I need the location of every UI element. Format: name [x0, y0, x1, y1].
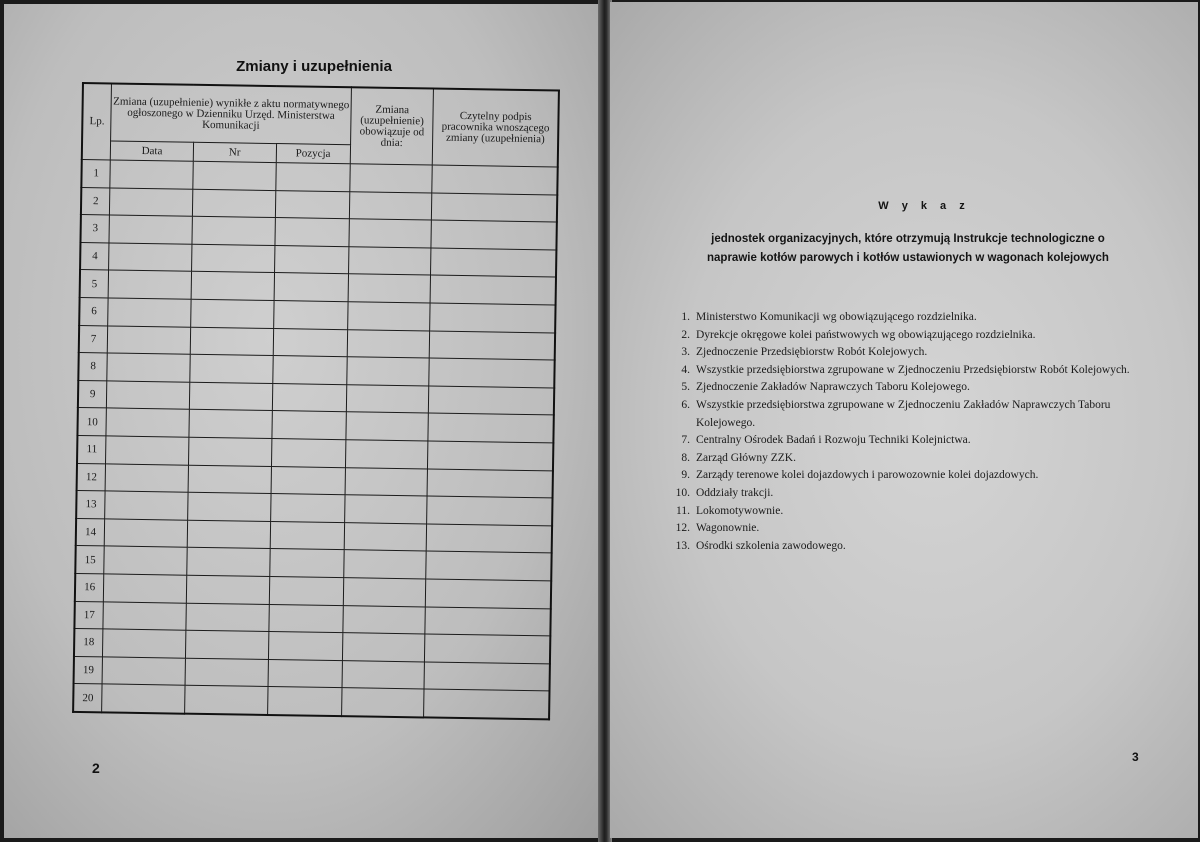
list-item	[646, 362, 1166, 380]
empty-cell	[269, 576, 344, 605]
empty-cell	[424, 662, 549, 692]
list-item-number: 1.	[681, 311, 690, 323]
list-item-text: Lokomotywownie.	[696, 504, 784, 517]
row-number: 9	[78, 380, 107, 408]
row-number: 20	[73, 684, 102, 713]
empty-cell	[272, 356, 347, 385]
list-item-text: Wszystkie przedsiębiorstwa zgrupowane w Zjednoczeniu Przedsiębiorstw Robót Kolejowych.	[696, 363, 1130, 376]
header-lp: Lp.	[82, 83, 112, 160]
empty-cell	[427, 496, 552, 526]
row-number: 5	[80, 270, 109, 298]
row-number: 19	[74, 656, 103, 684]
row-number: 3	[80, 215, 109, 243]
empty-cell	[104, 574, 187, 603]
empty-cell	[430, 303, 555, 333]
empty-cell	[188, 437, 271, 466]
page-title: Zmiany i uzupełnienia	[236, 58, 392, 75]
empty-cell	[349, 191, 432, 220]
header-effective-from: Zmiana (uzupełnienie) obowiązuje od dnia:	[350, 87, 434, 165]
empty-cell	[191, 299, 274, 328]
empty-cell	[268, 632, 343, 661]
empty-cell	[274, 245, 349, 274]
empty-cell	[108, 298, 191, 327]
page-number-right: 3	[1132, 750, 1139, 764]
empty-cell	[274, 273, 349, 302]
row-number: 6	[79, 297, 108, 325]
empty-cell	[346, 384, 429, 413]
list-item-number: 13.	[675, 539, 690, 552]
list-item	[646, 538, 1166, 556]
row-number: 16	[75, 573, 104, 601]
empty-cell	[347, 302, 430, 331]
empty-cell	[104, 546, 187, 575]
empty-cell	[341, 688, 424, 717]
list-item-number: 7.	[681, 434, 690, 447]
empty-cell	[102, 684, 185, 713]
empty-cell	[429, 358, 554, 388]
header-date: Data	[111, 141, 194, 161]
list-item	[646, 327, 1166, 345]
empty-cell	[350, 164, 433, 193]
empty-cell	[192, 189, 275, 218]
row-number: 18	[74, 629, 103, 657]
empty-cell	[344, 495, 427, 524]
list-item-text: Wszystkie przedsiębiorstwa zgrupowane w Zjednoczeniu Zakładów Naprawczych Taboru Kolejowego.	[696, 398, 1111, 429]
empty-cell	[427, 524, 552, 554]
empty-cell	[188, 492, 271, 521]
empty-cell	[110, 188, 193, 217]
list-subtitle: jednostek organizacyjnych, które otrzymują Instrukcje technologiczne o naprawie kotłów parowych i kotłów ustawionych w wagonach kolejowych	[707, 233, 1109, 264]
empty-cell	[273, 328, 348, 357]
empty-cell	[188, 465, 271, 494]
empty-cell	[425, 606, 550, 636]
list-item-text: Ministerstwo Komunikacji wg obowiązującego rozdzielnika.	[696, 311, 977, 323]
empty-cell	[271, 411, 346, 440]
empty-cell	[269, 549, 344, 578]
right-page	[610, 2, 1198, 838]
empty-cell	[189, 410, 272, 439]
empty-cell	[186, 575, 269, 604]
empty-cell	[348, 246, 431, 275]
row-number: 1	[81, 160, 110, 188]
row-number: 12	[77, 463, 106, 491]
list-item	[646, 467, 1166, 485]
row-number: 10	[77, 408, 106, 436]
empty-cell	[191, 272, 274, 301]
empty-cell	[184, 685, 267, 714]
header-nr: Nr	[193, 142, 276, 162]
empty-cell	[347, 357, 430, 386]
empty-cell	[106, 436, 189, 465]
list-item-number: 12.	[675, 522, 690, 535]
list-item-number: 10.	[675, 486, 690, 499]
empty-cell	[344, 522, 427, 551]
list-item-number: 2.	[681, 328, 690, 341]
empty-cell	[110, 160, 193, 189]
empty-cell	[192, 216, 275, 245]
empty-cell	[343, 578, 426, 607]
empty-cell	[272, 383, 347, 412]
empty-cell	[428, 413, 553, 443]
list-item-text: Zarząd Główny ZZK.	[696, 451, 796, 464]
empty-cell	[349, 219, 432, 248]
empty-cell	[267, 687, 342, 716]
empty-cell	[103, 601, 186, 630]
header-signature: Czytelny podpis pracownika wnoszącego zmiany (uzupełnienia)	[433, 89, 559, 167]
empty-cell	[275, 218, 350, 247]
empty-cell	[429, 386, 554, 416]
empty-cell	[107, 353, 190, 382]
row-number: 8	[78, 353, 107, 381]
empty-cell	[109, 243, 192, 272]
empty-cell	[345, 467, 428, 496]
empty-cell	[109, 215, 192, 244]
list-item-text: Dyrekcje okręgowe kolei państwowych wg obowiązującego rozdzielnika.	[696, 328, 1036, 341]
empty-cell	[342, 633, 425, 662]
empty-cell	[428, 441, 553, 471]
list-item	[646, 450, 1166, 468]
left-page	[4, 4, 600, 838]
row-number: 15	[75, 546, 104, 574]
empty-cell	[108, 270, 191, 299]
empty-cell	[185, 658, 268, 687]
empty-cell	[345, 440, 428, 469]
list-item	[646, 344, 1166, 362]
list-item-number: 8.	[681, 451, 690, 464]
list-item-text: Zarządy terenowe kolei dojazdowych i parowozownie kolei dojazdowych.	[696, 469, 1039, 482]
empty-cell	[344, 550, 427, 579]
empty-cell	[187, 548, 270, 577]
list-item-text: Wagonownie.	[696, 522, 760, 535]
list-item-text: Zjednoczenie Zakładów Naprawczych Taboru Kolejowego.	[696, 381, 970, 394]
empty-cell	[426, 579, 551, 609]
empty-cell	[106, 408, 189, 437]
row-number: 2	[81, 187, 110, 215]
empty-cell	[425, 634, 550, 664]
list-item	[646, 520, 1166, 538]
list-item	[646, 379, 1166, 397]
header-position: Pozycja	[276, 144, 351, 164]
empty-cell	[431, 275, 556, 305]
empty-cell	[104, 519, 187, 548]
list-item	[646, 432, 1166, 450]
empty-cell	[108, 326, 191, 355]
empty-cell	[190, 327, 273, 356]
empty-cell	[189, 382, 272, 411]
list-item-number: 4.	[681, 363, 690, 376]
empty-cell	[424, 689, 549, 719]
empty-cell	[268, 659, 343, 688]
empty-cell	[107, 381, 190, 410]
empty-cell	[193, 161, 276, 190]
header-change-source: Zmiana (uzupełnienie) wynikłe z aktu normatywnego ogłoszonego w Dzienniku Urzęd. Ministerstwa Komunikacji	[111, 83, 351, 144]
units-list	[646, 309, 1166, 555]
empty-cell	[432, 165, 557, 195]
empty-cell	[342, 660, 425, 689]
list-item-text: Zjednoczenie Przedsiębiorstw Robót Kolejowych.	[696, 346, 928, 359]
empty-cell	[271, 438, 346, 467]
empty-cell	[275, 190, 350, 219]
list-item-text: Centralny Ośrodek Badań i Rozwoju Techniki Kolejnictwa.	[696, 434, 971, 447]
empty-cell	[271, 466, 346, 495]
list-title: W y k a z	[878, 200, 970, 212]
list-item	[646, 309, 1166, 327]
list-item-text: Oddziały trakcji.	[696, 486, 774, 499]
empty-cell	[102, 657, 185, 686]
list-item-number: 5.	[681, 381, 690, 394]
empty-cell	[268, 604, 343, 633]
row-number: 4	[80, 242, 109, 270]
empty-cell	[103, 629, 186, 658]
empty-cell	[187, 520, 270, 549]
list-item-number: 11.	[676, 504, 690, 517]
empty-cell	[427, 469, 552, 499]
empty-cell	[346, 412, 429, 441]
page-number-left: 2	[92, 760, 100, 776]
empty-cell	[431, 248, 556, 278]
list-item-number: 3.	[681, 346, 690, 359]
list-item	[646, 397, 1166, 432]
empty-cell	[343, 605, 426, 634]
empty-cell	[270, 521, 345, 550]
empty-cell	[185, 630, 268, 659]
list-item-text: Ośrodki szkolenia zawodowego.	[696, 539, 846, 552]
list-item	[646, 485, 1166, 503]
empty-cell	[270, 494, 345, 523]
empty-cell	[348, 274, 431, 303]
empty-cell	[432, 193, 557, 223]
empty-cell	[273, 301, 348, 330]
row-number: 7	[79, 325, 108, 353]
empty-cell	[191, 244, 274, 273]
empty-cell	[426, 551, 551, 581]
empty-cell	[105, 463, 188, 492]
row-number: 13	[76, 491, 105, 519]
empty-cell	[186, 603, 269, 632]
list-item-number: 6.	[681, 398, 690, 411]
row-number: 14	[76, 518, 105, 546]
empty-cell	[431, 220, 556, 250]
list-item-number: 9.	[681, 469, 690, 482]
empty-cell	[347, 329, 430, 358]
empty-cell	[430, 331, 555, 361]
row-number: 11	[77, 435, 106, 463]
list-item	[646, 503, 1166, 521]
empty-cell	[105, 491, 188, 520]
empty-cell	[275, 163, 350, 192]
row-number: 17	[74, 601, 103, 629]
empty-cell	[190, 354, 273, 383]
changes-table	[72, 82, 560, 720]
